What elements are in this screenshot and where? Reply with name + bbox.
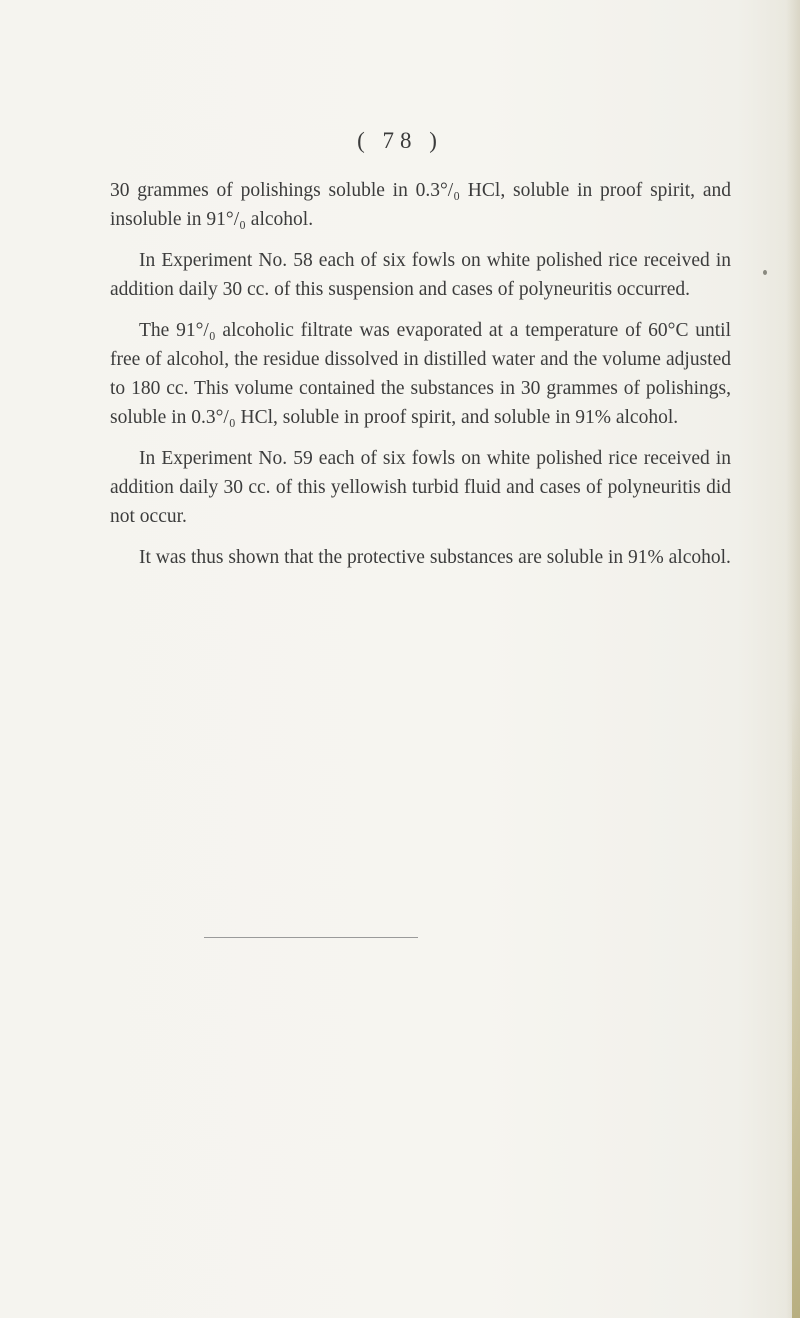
page-number: ( 78 ) — [357, 128, 443, 153]
body-text — [110, 176, 731, 584]
paragraph-1: 30 grammes of polishings soluble in 0.3°/₀ HCl, soluble in proof spirit, and insoluble in 91°/₀ alcohol. — [110, 180, 731, 230]
section-divider — [204, 937, 418, 938]
paragraph-2: In Experiment No. 58 each of six fowls on white polished rice received in addition daily 30 cc. of this suspension and cases of polyneuritis occurred. — [110, 250, 731, 300]
ink-speck — [763, 270, 767, 275]
paragraph-3: The 91°/₀ alcoholic filtrate was evaporated at a temperature of 60°C until free of alcohol, the residue dissolved in distilled water and the volume adjusted to 180 cc. This volume contained the substances in 30 grammes of polishings, soluble in 0.3°/₀ HCl, soluble in proof spirit, and soluble in 91% alcohol. — [110, 320, 731, 428]
page-edge-stain — [792, 700, 800, 1318]
paragraph-5: It was thus shown that the protective substances are soluble in 91% alcohol. — [139, 547, 731, 568]
paragraph-4: In Experiment No. 59 each of six fowls on white polished rice received in addition daily 30 cc. of this yellowish turbid fluid and cases of polyneuritis did not occur. — [110, 448, 731, 527]
